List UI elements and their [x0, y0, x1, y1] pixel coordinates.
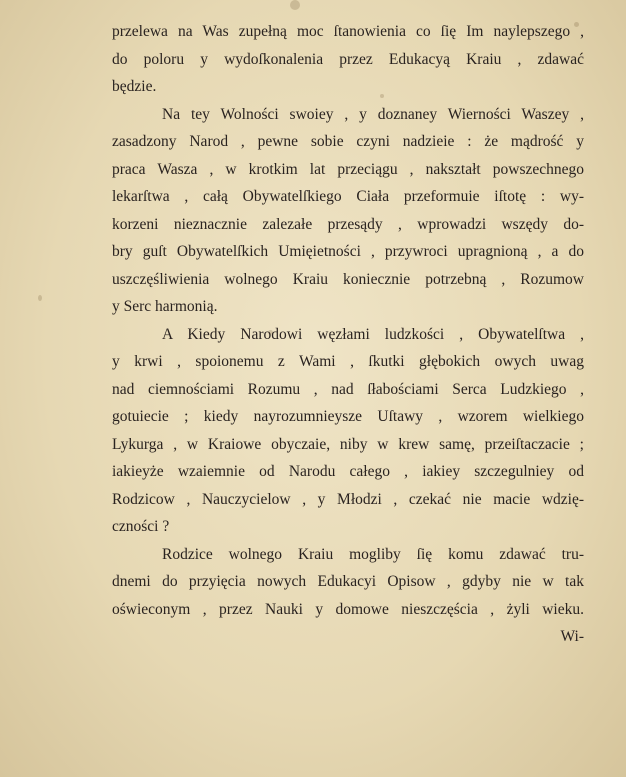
text-line: przelewa na Was zupełną moc ſtanowienia co ſię Im naylepszego ,: [112, 23, 584, 40]
text-line: bry guſt Obywatelſkich Umięietności , przywroci upragnioną , a do: [112, 243, 584, 260]
paragraph-first-line: Rodzice wolnego Kraiu mogliby ſię komu zdawać tru-: [162, 545, 584, 563]
ink-spot: [290, 0, 300, 10]
text-line: iakieyże wzaiemnie od Narodu całego , iakiey szczegulniey od: [112, 463, 584, 480]
catchword: Wi-: [560, 628, 584, 645]
text-line: będzie.: [112, 78, 157, 95]
text-line: zasadzony Narod , pewne sobie czyni nadzieie : że mądrość y: [112, 133, 584, 150]
text-line: Rodzicow , Nauczycielow , y Młodzi , czekać nie macie wdzię-: [112, 490, 584, 508]
text-line: y Serc harmonią.: [112, 298, 218, 315]
text-line: korzeni nieznacznie zalezałe przesądy , wprowadzi wszędy do-: [112, 215, 584, 233]
text-line: nad ciemnościami Rozumu , nad ſłabościami Serca Ludzkiego ,: [112, 380, 584, 398]
page-text: [112, 18, 584, 651]
text-line: uszczęśliwienia wolnego Kraiu koniecznie potrzebną , Rozumow: [112, 270, 584, 288]
text-line: gotuiecie ; kiedy nayrozumnieysze Uſtawy , wzorem wielkiego: [112, 408, 584, 425]
text-line: lekarſtwa , całą Obywatelſkiego Ciała przeformuie iſtotę : wy-: [112, 188, 584, 205]
text-line: Lykurga , w Kraiowe obyczaie, niby w krew samę, przeiſtaczacie ;: [112, 435, 584, 453]
paragraph-first-line: A Kiedy Narodowi węzłami ludzkości , Obywatelſtwa ,: [162, 325, 584, 343]
text-line: oświeconym , przez Nauki y domowe nieszczęścia , żyli wieku.: [112, 600, 584, 618]
text-line: do poloru y wydoſkonalenia przez Edukacyą Kraiu , zdawać: [112, 50, 584, 68]
text-line: czności ?: [112, 518, 170, 535]
text-line: praca Wasza , w krotkim lat przeciągu , nakształt powszechnego: [112, 160, 584, 178]
text-line: y krwi , spoionemu z Wami , ſkutki głębokich owych uwag: [112, 353, 584, 370]
ink-spot: [38, 295, 42, 301]
paragraph-first-line: Na tey Wolności swoiey , y doznaney Wierności Waszey ,: [162, 105, 584, 123]
text-line: dnemi do przyięcia nowych Edukacyi Opisow , gdyby nie w tak: [112, 573, 584, 590]
